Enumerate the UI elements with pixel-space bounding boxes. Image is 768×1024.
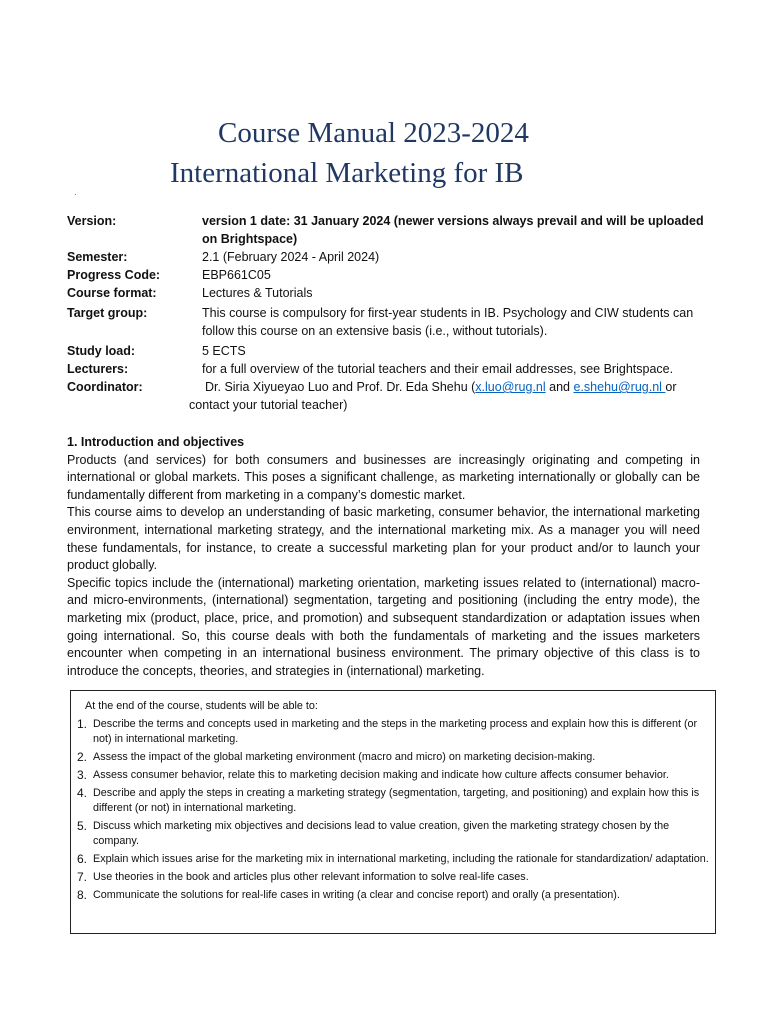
list-item [77,870,713,885]
coordinator-text: Dr. Siria Xiyueyao Luo and Prof. Dr. Eda Shehu ( [205,380,476,394]
meta-value [205,378,717,396]
meta-label: Course format: [67,286,157,300]
meta-label: Target group: [67,306,148,320]
intro-paragraph: Specific topics include the (international) marketing orientation, marketing issues related to (international) macro- and micro-environments, (international) segmentation, targeting and positioning (including the entry mode), the marketing mix (product, place, price, and promotion) and subsequent standardization or adaptation issues when going international. So, this course deals with both the fundamentals of marketing and the issues marketers encounter when competing in an international business environment. The primary objective of this class is to introduce the concepts, theories, and strategies in (international) marketing. [67,575,700,678]
meta-label: Study load: [67,344,136,358]
meta-label: Progress Code: [67,268,161,282]
meta-label: Version: [67,214,117,228]
meta-label: Semester: [67,250,128,264]
item-number: 5. [77,819,88,833]
meta-row-version [67,212,717,248]
item-text: Discuss which marketing mix objectives and decisions lead to value creation, given the marketing strategy chosen by the company. [93,820,670,847]
meta-row-lecturers [67,360,717,378]
objectives-list [77,717,713,903]
meta-row-coordinator [67,378,717,414]
meta-value: 5 ECTS [202,344,246,358]
stray-mark: · [74,190,77,199]
coordinator-contact-line: contact your tutorial teacher) [189,398,348,412]
item-number: 6. [77,852,88,866]
list-item [77,888,713,903]
item-number: 2. [77,750,88,764]
list-item [77,819,713,849]
list-item [77,717,713,747]
list-item [77,768,713,783]
item-text: Use theories in the book and articles plus other relevant information to solve real-life cases. [93,871,529,883]
meta-label: Coordinator: [67,380,143,394]
list-item [77,852,713,867]
section-heading: 1. Introduction and objectives [67,435,245,449]
item-text: Describe and apply the steps in creating a marketing strategy (segmentation, targeting, and positioning) and explain how this is different (or not) in international marketing. [93,787,700,814]
meta-row-target-group [67,304,717,340]
item-text: Explain which issues arise for the marketing mix in international marketing, including the rationale for standardization/ adaptation. [93,853,709,865]
meta-value: EBP661C05 [202,268,271,282]
course-metadata [67,212,717,414]
item-number: 1. [77,717,88,731]
intro-paragraph: This course aims to develop an understanding of basic marketing, consumer behavior, the international marketing environment, international marketing strategy, and the international marketing mix. As a manager you will need these fundamentals, for instance, to create a successful marketing plan for your product and/or to launch your product globally. [67,505,700,573]
item-text: Assess the impact of the global marketing environment (macro and micro) on marketing decision-making. [93,751,596,763]
item-text: Communicate the solutions for real-life cases in writing (a clear and concise report) and orally (a presentation). [93,889,620,901]
meta-label: Lecturers: [67,362,129,376]
objectives-intro: At the end of the course, students will be able to: [85,700,318,712]
learning-objectives-box [70,690,716,934]
meta-value: Lectures & Tutorials [202,286,313,300]
meta-value: 2.1 (February 2024 - April 2024) [202,250,380,264]
email-link-shehu[interactable]: e.shehu@rug.nl [573,380,666,394]
intro-paragraph: Products (and services) for both consumers and businesses are increasingly originating and competing in international or global markets. This poses a significant challenge, as marketing internationally or globally can be fundamentally different from marketing in a company’s domestic market. [67,452,700,502]
meta-row-study-load [67,342,717,360]
meta-value: for a full overview of the tutorial teachers and their email addresses, see Brightspace. [202,362,674,376]
email-link-luo[interactable]: x.luo@rug.nl [475,380,546,394]
item-text: Describe the terms and concepts used in marketing and the steps in the marketing process and explain how this is different (or not) in international marketing. [93,718,698,745]
document-title-line-1: Course Manual 2023-2024 [218,117,529,149]
meta-row-course-format [67,284,717,302]
coordinator-text: or [665,380,677,394]
meta-value: version 1 date: 31 January 2024 (newer versions always prevail and will be uploaded on Brightspace) [202,214,704,246]
item-number: 8. [77,888,88,902]
item-number: 4. [77,786,88,800]
document-title-line-2: International Marketing for IB [170,157,524,189]
introduction-section [67,434,700,680]
list-item [77,750,713,765]
coordinator-text: and [545,380,574,394]
meta-row-progress-code [67,266,717,284]
meta-row-semester [67,248,717,266]
list-item [77,786,713,816]
item-number: 3. [77,768,88,782]
item-number: 7. [77,870,88,884]
meta-value: This course is compulsory for first-year students in IB. Psychology and CIW students can follow this course on an extensive basis (i.e., without tutorials). [202,306,694,338]
item-text: Assess consumer behavior, relate this to marketing decision making and indicate how culture affects consumer behavior. [93,769,669,781]
